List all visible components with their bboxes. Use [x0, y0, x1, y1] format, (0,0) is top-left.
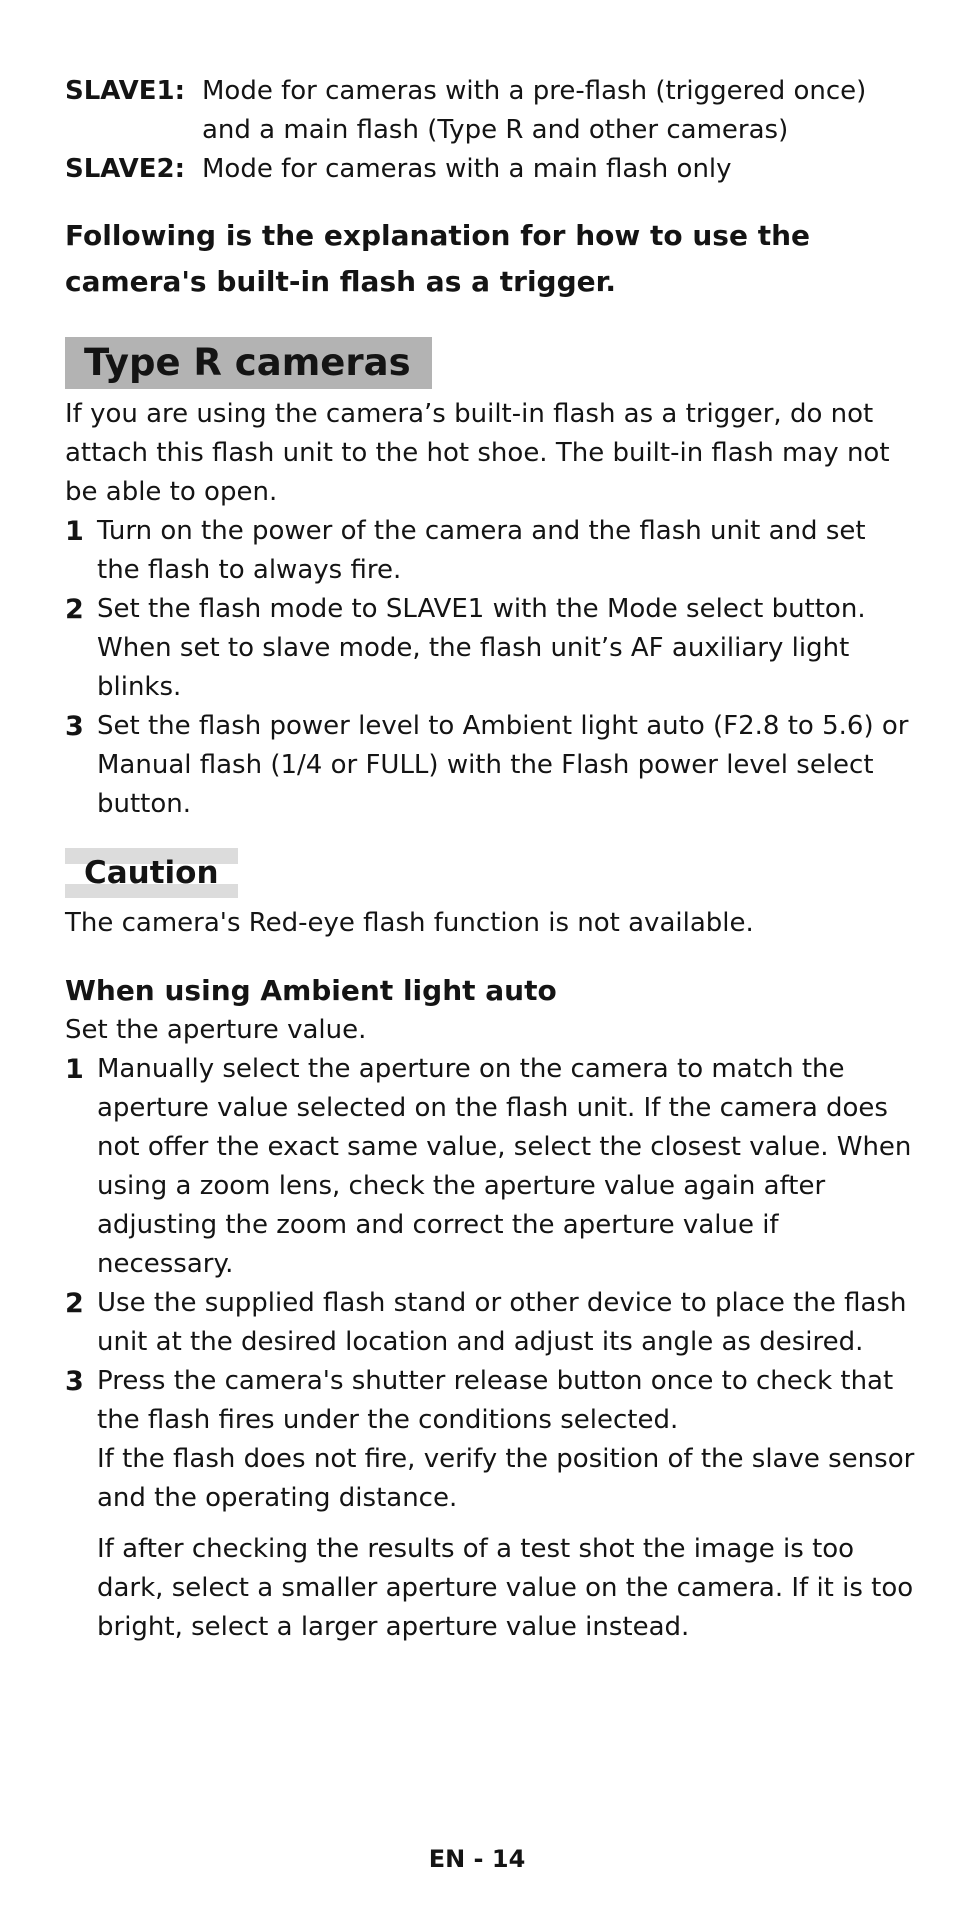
- trigger-intro: Following is the explanation for how to use the camera's built-in flash as a trigger.: [65, 219, 811, 298]
- ambient-intro: Set the aperture value.: [65, 1015, 367, 1045]
- slave-mode-row: [65, 150, 915, 189]
- slave-mode-description: Mode for cameras with a pre-flash (triggered once) and a main flash (Type R and other cameras): [202, 76, 867, 145]
- step-text: Set the flash power level to Ambient light auto (F2.8 to 5.6) or Manual flash (1/4 or FULL) with the Flash power level select button.: [97, 711, 909, 819]
- slave-mode-label: SLAVE1:: [65, 76, 186, 106]
- caution-text: The camera's Red-eye flash function is not available.: [65, 908, 754, 938]
- step-followup-text: If the flash does not fire, verify the position of the slave sensor and the operating distance.: [97, 1444, 915, 1513]
- page-number: EN - 14: [428, 1845, 526, 1873]
- step-item: [65, 1284, 915, 1362]
- test-shot-note: If after checking the results of a test shot the image is too dark, select a smaller aperture value on the camera. If it is too bright, select a larger aperture value instead.: [97, 1534, 914, 1642]
- caution-heading: Caution: [65, 848, 238, 898]
- type-r-steps: [65, 512, 915, 824]
- manual-page: [65, 72, 915, 1647]
- slave-mode-list: [65, 72, 915, 189]
- section-title: Type R cameras: [65, 337, 432, 389]
- step-item: [65, 590, 915, 707]
- section-intro: If you are using the camera’s built-in flash as a trigger, do not attach this flash unit to the hot shoe. The built-in flash may not be able to open.: [65, 399, 890, 507]
- step-item: [65, 1050, 915, 1284]
- step-number: 3: [65, 1366, 84, 1397]
- slave-mode-label: SLAVE2:: [65, 154, 186, 184]
- step-text: Set the flash mode to SLAVE1 with the Mode select button. When set to slave mode, the flash unit’s AF auxiliary light blinks.: [97, 594, 866, 702]
- step-number: 1: [65, 516, 84, 547]
- step-number: 3: [65, 711, 84, 742]
- step-text: Manually select the aperture on the camera to match the aperture value selected on the flash unit. If the camera does not offer the exact same value, select the closest value. When using a zoom lens, check the aperture value again after adjusting the zoom and correct the aperture value if necessary.: [97, 1054, 912, 1279]
- step-item: [65, 707, 915, 824]
- step-text-group: [97, 1362, 915, 1518]
- step-item: [65, 1362, 915, 1518]
- step-text: Press the camera's shutter release button once to check that the flash fires under the conditions selected.: [97, 1366, 894, 1435]
- slave-mode-row: [65, 72, 915, 150]
- step-text: Turn on the power of the camera and the flash unit and set the flash to always fire.: [97, 516, 866, 585]
- ambient-heading: When using Ambient light auto: [65, 974, 557, 1007]
- step-text: Use the supplied flash stand or other device to place the flash unit at the desired location and adjust its angle as desired.: [97, 1288, 907, 1357]
- ambient-steps: [65, 1050, 915, 1518]
- step-number: 2: [65, 594, 84, 625]
- step-number: 1: [65, 1054, 84, 1085]
- slave-mode-description: Mode for cameras with a main flash only: [202, 154, 732, 184]
- step-item: [65, 512, 915, 590]
- step-number: 2: [65, 1288, 84, 1319]
